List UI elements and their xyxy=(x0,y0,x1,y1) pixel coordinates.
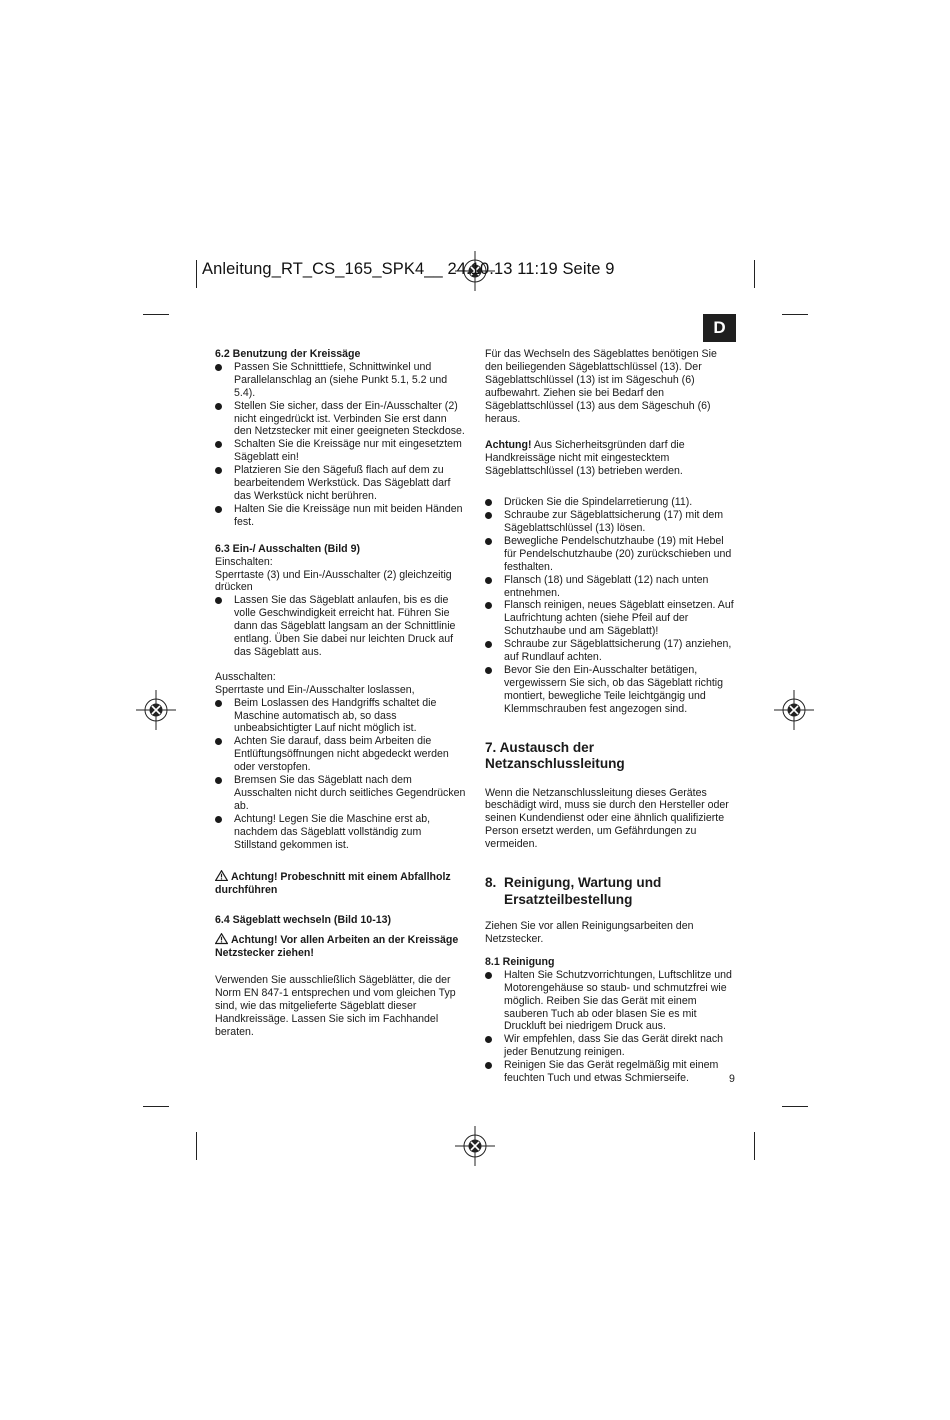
left-column xyxy=(215,348,467,1039)
section-title: Reinigung, Wartung und Ersatzteilbestellung xyxy=(504,875,662,907)
list-item: Halten Sie die Kreissäge nun mit beiden Händen fest. xyxy=(215,503,467,529)
bullet-list xyxy=(215,361,467,529)
warning-text: Achtung! Probeschnitt mit einem Abfallholz durchführen xyxy=(215,870,451,896)
right-column xyxy=(485,348,737,1085)
bullet-list xyxy=(215,697,467,852)
paragraph: Ausschalten: xyxy=(215,670,276,683)
paragraph: Ziehen Sie vor allen Reinigungsarbeiten den Netzstecker. xyxy=(485,920,694,945)
list-item: Achten Sie darauf, dass beim Arbeiten die Entlüftungsöffnungen nicht abgedeckt werden oder verstopfen. xyxy=(215,735,467,774)
registration-mark-icon xyxy=(774,690,814,730)
bullet-list xyxy=(485,496,737,715)
section-heading-7: 7. Austausch der Netzanschlussleitung xyxy=(485,739,625,772)
list-item: Schraube zur Sägeblattsicherung (17) mit dem Sägeblattschlüssel (13) lösen. xyxy=(485,509,737,535)
crop-mark xyxy=(754,260,755,288)
list-item: Bevor Sie den Ein-Ausschalter betätigen, vergewissern Sie sich, ob das Sägeblatt richtig montiert, bewegliche Teile leichtgängig und Klemmschrauben fest angezogen sind. xyxy=(485,664,737,716)
paragraph: Wenn die Netzanschlussleitung dieses Gerätes beschädigt wird, muss sie durch den Hersteller oder seinen Kundendienst oder eine ähnlich qualifizierte Person ersetzt werden, um Gefährdungen zu vermeiden. xyxy=(485,786,729,851)
section-heading-6-3: 6.3 Ein-/ Ausschalten (Bild 9) xyxy=(215,542,361,555)
registration-mark-icon xyxy=(455,1126,495,1166)
crop-mark xyxy=(143,1106,169,1107)
list-item: Halten Sie Schutzvorrichtungen, Luftschlitze und Motorengehäuse so staub- und schmutzfrei wie möglich. Reiben Sie das Gerät mit einem sauberen Tuch ab oder blasen Sie es mit Druckluft bei niedrigem Druck aus. xyxy=(485,969,737,1034)
list-item: Bremsen Sie das Sägeblatt nach dem Ausschalten nicht durch seitliches Gegendrücken ab. xyxy=(215,774,467,813)
bullet-list xyxy=(215,594,467,659)
paragraph: Verwenden Sie ausschließlich Sägeblätter, die der Norm EN 847-1 entsprechen und vom gleichen Typ sind, wie das mitgelieferte Sägeblatt dieser Handkreissäge. Lassen Sie sich im Fachhandel beraten. xyxy=(215,974,456,1038)
page-number: 9 xyxy=(729,1073,735,1085)
section-heading-8 xyxy=(485,875,737,908)
list-item: Platzieren Sie den Sägefuß flach auf dem zu bearbeitendem Werkstück. Das Sägeblatt darf das Werkstück nicht berühren. xyxy=(215,464,467,503)
list-item: Flansch (18) und Sägeblatt (12) nach unten entnehmen. xyxy=(485,574,737,600)
warning-triangle-icon xyxy=(215,870,228,881)
crop-mark xyxy=(196,1132,197,1160)
section-heading-6-4: 6.4 Sägeblatt wechseln (Bild 10-13) xyxy=(215,914,392,927)
paragraph: Sperrtaste und Ein-/Ausschalter loslassen, xyxy=(215,683,415,696)
list-item: Schraube zur Sägeblattsicherung (17) anziehen, auf Rundlauf achten. xyxy=(485,638,737,664)
warning-note xyxy=(215,870,467,897)
list-item: Flansch reinigen, neues Sägeblatt einsetzen. Auf Laufrichtung achten (siehe Pfeil auf der Schutzhaube und am Sägeblatt)! xyxy=(485,599,737,638)
list-item: Reinigen Sie das Gerät regelmäßig mit einem feuchten Tuch und etwas Schmierseife. xyxy=(485,1059,737,1085)
list-item: Passen Sie Schnitttiefe, Schnittwinkel und Parallelanschlag an (siehe Punkt 5.1, 5.2 und 5.4). xyxy=(215,361,467,400)
list-item: Lassen Sie das Sägeblatt anlaufen, bis es die volle Geschwindigkeit erreicht hat. Führen Sie dann das Sägeblatt langsam an der Schnittlinie entlang. Üben Sie dabei nur leichten Druck auf das Sägeblatt aus. xyxy=(215,594,467,659)
list-item: Schalten Sie die Kreissäge nur mit eingesetztem Sägeblatt ein! xyxy=(215,438,467,464)
list-item: Stellen Sie sicher, dass der Ein-/Ausschalter (2) nicht eingedrückt ist. Verbinden Sie erst dann den Netzstecker mit einer geeigneten Steckdose. xyxy=(215,400,467,439)
section-heading-6-2: 6.2 Benutzung der Kreissäge xyxy=(215,348,361,360)
attention-text: Aus Sicherheitsgründen darf die Handkreissäge nicht mit eingestecktem Sägeblattschlüssel (13) betrieben werden. xyxy=(485,439,685,478)
crop-mark xyxy=(143,314,169,315)
attention-label: Achtung! xyxy=(485,439,532,452)
list-item: Drücken Sie die Spindelarretierung (11). xyxy=(485,496,737,509)
list-item: Wir empfehlen, dass Sie das Gerät direkt nach jeder Benutzung reinigen. xyxy=(485,1033,737,1059)
crop-mark xyxy=(196,260,197,288)
warning-text: Achtung! Vor allen Arbeiten an der Kreissäge Netzstecker ziehen! xyxy=(215,934,459,960)
crop-mark xyxy=(754,1132,755,1160)
registration-mark-icon xyxy=(136,690,176,730)
bullet-list xyxy=(485,969,737,1085)
paragraph: Sperrtaste (3) und Ein-/Ausschalter (2) gleichzeitig drücken xyxy=(215,568,452,594)
list-item: Beim Loslassen des Handgriffs schaltet die Maschine automatisch ab, so dass unbeabsichtigter Lauf nicht möglich ist. xyxy=(215,697,467,736)
print-slug-header: Anleitung_RT_CS_165_SPK4__ 24.10.13 11:19 Seite 9 xyxy=(202,260,615,278)
section-number: 8. xyxy=(485,875,497,891)
crop-mark xyxy=(782,1106,808,1107)
section-heading-8-1: 8.1 Reinigung xyxy=(485,955,555,968)
paragraph: Einschalten: xyxy=(215,555,273,568)
crop-mark xyxy=(782,314,808,315)
language-tab: D xyxy=(703,314,736,342)
list-item: Bewegliche Pendelschutzhaube (19) mit Hebel für Pendelschutzhaube (20) zurückschieben und festhalten. xyxy=(485,535,737,574)
attention-paragraph xyxy=(485,439,737,478)
warning-triangle-icon xyxy=(215,933,228,944)
warning-note xyxy=(215,933,467,960)
paragraph: Für das Wechseln des Sägeblattes benötigen Sie den beiliegenden Sägeblattschlüssel (13). Der Sägeblattschlüssel (13) ist im Sägeschuh (6) aufbewahrt. Ziehen sie bei Bedarf den Sägeblattschlüssel (13) aus dem Sägeschuh (6) heraus. xyxy=(485,348,717,425)
list-item: Achtung! Legen Sie die Maschine erst ab, nachdem das Sägeblatt vollständig zum Stillstand gekommen ist. xyxy=(215,813,467,852)
